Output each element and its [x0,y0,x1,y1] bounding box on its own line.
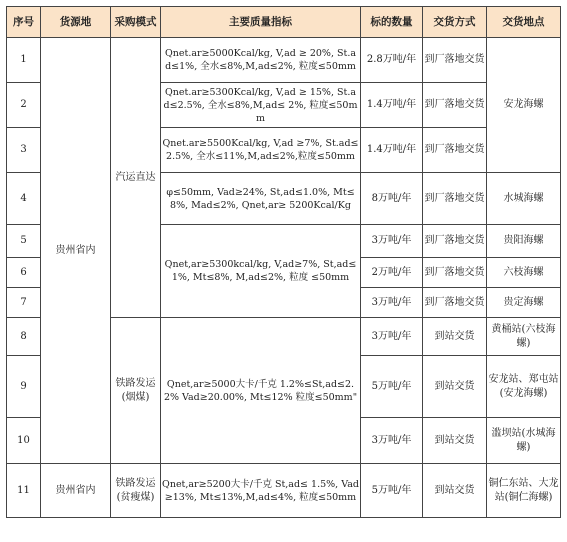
mode-cell: 汽运直达 [111,38,161,318]
header-source: 货源地 [41,7,111,38]
quality-cell: Qnet,ar≥5200大卡/千克 St,ad≤ 1.5%, Vad≥13%, Mt≤13%,M,ad≤4%, 粒度≤50mm [161,464,361,518]
quality-cell: Qnet,ar≥5000大卡/千克 1.2%≤St,ad≤2.2% Vad≥20.00%, Mt≤12% 粒度≤50mm" [161,318,361,464]
mode-cell: 铁路发运 (烟煤) [111,318,161,464]
quantity-cell: 5万吨/年 [361,356,423,418]
row-no: 4 [7,173,41,225]
source-cell: 贵州省内 [41,38,111,464]
header-place: 交货地点 [487,7,561,38]
row-no: 8 [7,318,41,356]
quantity-cell: 2.8万吨/年 [361,38,423,83]
place-cell: 六枝海螺 [487,258,561,288]
header-mode: 采购模式 [111,7,161,38]
row-no: 7 [7,288,41,318]
quality-cell: Qnet,ar≥5300kcal/kg, V,ad≥7%, St,ad≤1%, Mt≤8%, M,ad≤2%, 粒度 ≤50mm [161,225,361,318]
place-cell: 安龙海螺 [487,38,561,173]
place-cell: 铜仁东站、大龙站(铜仁海螺) [487,464,561,518]
delivery-cell: 到厂落地交货 [423,258,487,288]
place-cell: 水城海螺 [487,173,561,225]
quality-cell: Qnet.ar≥5000Kcal/kg, V,ad ≥ 20%, St.ad≤1%, 全水≤8%,M,ad≤2%, 粒度≤50mm [161,38,361,83]
header-row [7,7,561,38]
delivery-cell: 到厂落地交货 [423,128,487,173]
row-no: 2 [7,83,41,128]
quantity-cell: 3万吨/年 [361,225,423,258]
row-no: 10 [7,418,41,464]
procurement-table [6,6,561,518]
delivery-cell: 到厂落地交货 [423,38,487,83]
row-no: 3 [7,128,41,173]
quantity-cell: 3万吨/年 [361,318,423,356]
quantity-cell: 2万吨/年 [361,258,423,288]
quality-cell: Qnet.ar≥5300Kcal/kg, V,ad ≥ 15%, St.ad≤2.5%, 全水≤8%,M,ad≤ 2%, 粒度≤50mm [161,83,361,128]
header-quantity: 标的数量 [361,7,423,38]
delivery-cell: 到厂落地交货 [423,288,487,318]
place-cell: 滥坝站(水城海螺) [487,418,561,464]
table-row [7,464,561,518]
place-cell: 贵定海螺 [487,288,561,318]
header-quality: 主要质量指标 [161,7,361,38]
quantity-cell: 3万吨/年 [361,418,423,464]
place-cell: 贵阳海螺 [487,225,561,258]
row-no: 1 [7,38,41,83]
place-cell: 黄桶站(六枝海螺) [487,318,561,356]
header-no: 序号 [7,7,41,38]
table-row [7,38,561,83]
row-no: 11 [7,464,41,518]
quantity-cell: 1.4万吨/年 [361,83,423,128]
delivery-cell: 到站交货 [423,418,487,464]
row-no: 6 [7,258,41,288]
header-delivery: 交货方式 [423,7,487,38]
source-cell: 贵州省内 [41,464,111,518]
delivery-cell: 到厂落地交货 [423,83,487,128]
delivery-cell: 到站交货 [423,318,487,356]
quantity-cell: 3万吨/年 [361,288,423,318]
row-no: 5 [7,225,41,258]
quantity-cell: 1.4万吨/年 [361,128,423,173]
delivery-cell: 到厂落地交货 [423,173,487,225]
quantity-cell: 5万吨/年 [361,464,423,518]
mode-cell: 铁路发运 (贫瘦煤) [111,464,161,518]
quality-cell: φ≤50mm, Vad≥24%, St,ad≤1.0%, Mt≤8%, Mad≤2%, Qnet,ar≥ 5200Kcal/Kg [161,173,361,225]
place-cell: 安龙站、郑屯站 (安龙海螺) [487,356,561,418]
row-no: 9 [7,356,41,418]
delivery-cell: 到厂落地交货 [423,225,487,258]
quality-cell: Qnet.ar≥5500Kcal/kg, V,ad ≥7%, St.ad≤2.5%, 全水≤11%,M,ad≤2%,粒度≤50mm [161,128,361,173]
delivery-cell: 到站交货 [423,356,487,418]
delivery-cell: 到站交货 [423,464,487,518]
quantity-cell: 8万吨/年 [361,173,423,225]
